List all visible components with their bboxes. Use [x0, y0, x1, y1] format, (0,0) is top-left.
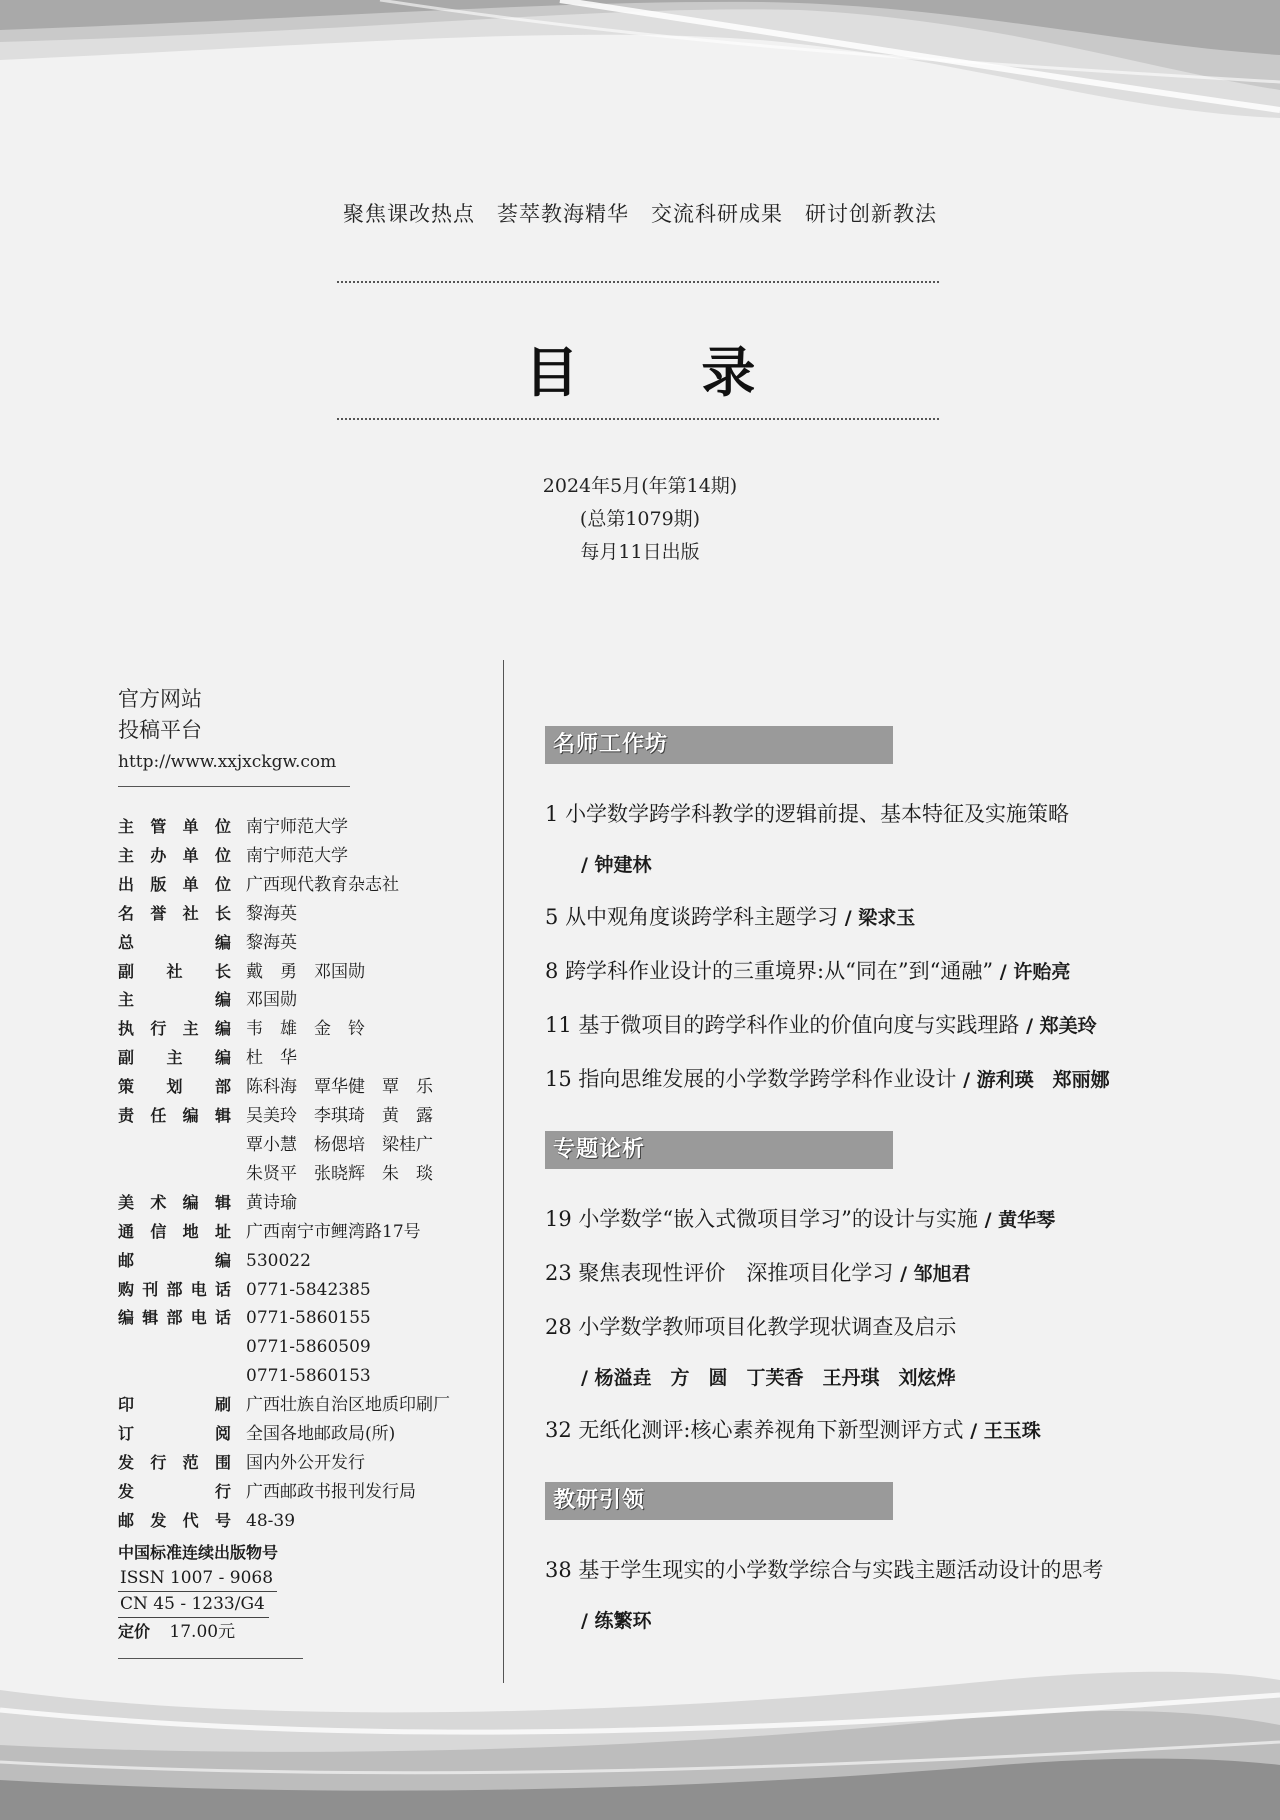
toc-page-number: 38 [545, 1558, 572, 1582]
masthead-row [118, 1131, 478, 1160]
masthead-row [118, 842, 478, 871]
cn-number: CN 45 - 1233/G4 [118, 1592, 269, 1618]
toc-article-title: 小学数学跨学科教学的逻辑前提、基本特征及实施策略 [565, 802, 1070, 826]
masthead-column [118, 684, 478, 1659]
toc-page-number: 1 [545, 802, 559, 826]
masthead-value: 广西南宁市鲤湾路17号 [246, 1221, 421, 1242]
masthead-row [118, 929, 478, 958]
toc-article-title: 基于微项目的跨学科作业的价值向度与实践理路 [578, 1013, 1020, 1037]
masthead-label [118, 1131, 231, 1160]
masthead-row [118, 1015, 478, 1044]
masthead-label: 通信地址 [118, 1221, 231, 1241]
section-header: 名师工作坊 [545, 726, 893, 764]
masthead-label: 总编 [118, 932, 231, 952]
toc-article-title: 聚焦表现性评价 深推项目化学习 [578, 1261, 894, 1285]
masthead-info [118, 813, 478, 1536]
masthead-label: 邮编 [118, 1250, 231, 1270]
masthead-label: 名誉社长 [118, 903, 231, 923]
masthead-label: 购刊部电话 [118, 1279, 231, 1299]
toc-entry[interactable] [545, 1257, 1245, 1287]
issue-date: 2024年5月(年第14期) [542, 475, 738, 497]
masthead-value: 0771-5860509 [246, 1337, 371, 1358]
masthead-row [118, 813, 478, 842]
price-label: 定价 [118, 1621, 151, 1641]
slogan-4: 研讨创新教法 [805, 202, 937, 226]
website-label: 官方网站 [118, 687, 202, 711]
masthead-value: 覃小慧 杨偲培 梁桂广 [246, 1134, 433, 1155]
masthead-row [118, 1276, 478, 1305]
masthead-label: 发行范围 [118, 1452, 231, 1472]
masthead-row [118, 1333, 478, 1362]
masthead-row [118, 1449, 478, 1478]
masthead-rule [118, 786, 350, 787]
toc-entry[interactable] [545, 901, 1245, 931]
masthead-row [118, 900, 478, 929]
submission-label: 投稿平台 [118, 718, 202, 742]
masthead-row [118, 1044, 478, 1073]
toc-page-number: 28 [545, 1315, 572, 1339]
masthead-value: 南宁师范大学 [246, 817, 348, 837]
toc-entry[interactable] [545, 1311, 1245, 1341]
toc-author: / 梁求玉 [844, 907, 916, 929]
masthead-value: 广西现代教育杂志社 [246, 874, 399, 895]
issue-total: (总第1079期) [579, 508, 701, 530]
toc-author-line: / 钟建林 [581, 854, 652, 876]
masthead-value: 吴美玲 李琪琦 黄 露 [246, 1106, 433, 1127]
masthead-label [118, 1160, 231, 1189]
masthead-row [118, 1189, 478, 1218]
masthead-label: 副社长 [118, 961, 231, 981]
masthead-label: 订阅 [118, 1424, 231, 1444]
masthead-value: 全国各地邮政局(所) [246, 1424, 396, 1445]
masthead-row [118, 1160, 478, 1189]
website-url[interactable]: http://www.xxjxckgw.com [118, 752, 337, 772]
toc-author: / 许贻亮 [999, 961, 1071, 983]
slogan-1: 聚焦课改热点 [343, 202, 475, 226]
toc-page-number: 11 [545, 1013, 572, 1037]
masthead-row [118, 871, 478, 900]
toc-entry[interactable] [545, 955, 1245, 985]
masthead-value: 国内外公开发行 [246, 1452, 365, 1473]
masthead-row [118, 1247, 478, 1276]
page-title: 目 录 [524, 341, 808, 404]
toc-entry[interactable] [545, 1203, 1245, 1233]
masthead-label: 邮发代号 [118, 1510, 231, 1530]
toc-author: / 黄华琴 [984, 1209, 1056, 1231]
masthead-row [118, 958, 478, 987]
masthead-value: 530022 [246, 1250, 311, 1271]
masthead-label [118, 1362, 231, 1391]
toc-author: / 游利瑛 郑丽娜 [963, 1069, 1110, 1091]
slogan-3: 交流科研成果 [651, 202, 783, 226]
masthead-value: 0771-5842385 [246, 1279, 371, 1300]
masthead-value: 0771-5860155 [246, 1308, 371, 1329]
masthead-label: 美术编辑 [118, 1192, 231, 1212]
issue-schedule: 每月11日出版 [580, 541, 700, 563]
toc-article-title: 基于学生现实的小学数学综合与实践主题活动设计的思考 [578, 1558, 1104, 1582]
toc-article-title: 无纸化测评:核心素养视角下新型测评方式 [578, 1418, 964, 1442]
price-value: 17.00元 [169, 1621, 236, 1642]
table-of-contents [545, 726, 1245, 1633]
masthead-value: 黎海英 [246, 932, 297, 953]
masthead-row [118, 1073, 478, 1102]
masthead-bottom-rule [118, 1658, 303, 1659]
toc-author-line: / 练繁环 [581, 1610, 652, 1632]
masthead-label: 主编 [118, 990, 231, 1010]
toc-page-number: 8 [545, 959, 559, 983]
masthead-row [118, 1218, 478, 1247]
toc-entry[interactable] [545, 1414, 1245, 1444]
toc-author: / 邹旭君 [900, 1263, 971, 1285]
dotted-divider-top [337, 281, 939, 283]
masthead-value: 南宁师范大学 [246, 845, 348, 866]
masthead-value: 杜 华 [246, 1048, 297, 1069]
toc-article-title: 指向思维发展的小学数学跨学科作业设计 [578, 1067, 957, 1091]
toc-article-title: 从中观角度谈跨学科主题学习 [565, 905, 839, 929]
masthead-label: 出版单位 [118, 874, 231, 894]
masthead-label: 编辑部电话 [118, 1308, 231, 1328]
issn: ISSN 1007 - 9068 [118, 1566, 277, 1592]
masthead-row [118, 1391, 478, 1420]
masthead-value: 黄诗瑜 [246, 1192, 297, 1213]
masthead-row [118, 1102, 478, 1131]
masthead-value: 广西壮族自治区地质印刷厂 [246, 1395, 450, 1416]
masthead-row [118, 986, 478, 1015]
toc-article-title: 小学数学“嵌入式微项目学习”的设计与实施 [578, 1207, 978, 1231]
masthead-row [118, 1507, 478, 1536]
masthead-label: 主管单位 [118, 817, 231, 836]
masthead-value: 黎海英 [246, 903, 297, 924]
toc-article-title: 小学数学教师项目化教学现状调查及启示 [578, 1315, 957, 1339]
masthead-label: 主办单位 [118, 845, 231, 865]
masthead-row [118, 1362, 478, 1391]
masthead-value: 戴 勇 邓国勋 [246, 961, 365, 982]
toc-page-number: 19 [545, 1207, 572, 1231]
section-header: 专题论析 [545, 1131, 893, 1169]
price-row [118, 1618, 478, 1646]
masthead-row [118, 1420, 478, 1449]
masthead-label [118, 1333, 231, 1362]
masthead-value: 邓国勋 [246, 990, 297, 1011]
toc-entry[interactable] [545, 1009, 1245, 1039]
dotted-divider-bottom [337, 418, 939, 420]
masthead-value: 韦 雄 金 铃 [246, 1019, 365, 1040]
section-header: 教研引领 [545, 1482, 893, 1520]
masthead-value: 48-39 [246, 1510, 296, 1531]
masthead-label: 策划部 [118, 1077, 231, 1097]
masthead-row [118, 1304, 478, 1333]
masthead-value: 朱贤平 张晓辉 朱 琰 [246, 1163, 433, 1184]
toc-entry[interactable] [545, 1554, 1245, 1584]
top-wave-decoration [0, 0, 1280, 140]
masthead-value: 0771-5860153 [246, 1366, 371, 1387]
masthead-value: 广西邮政书报刊发行局 [246, 1481, 416, 1502]
masthead-row [118, 1478, 478, 1507]
masthead-value: 陈科海 覃华健 覃 乐 [246, 1077, 433, 1098]
toc-author: / 王玉珠 [970, 1420, 1041, 1442]
toc-entry[interactable] [545, 1063, 1245, 1093]
masthead-label: 印刷 [118, 1395, 231, 1415]
toc-page-number: 5 [545, 905, 559, 929]
toc-page-number: 23 [545, 1261, 572, 1285]
toc-page-number: 15 [545, 1067, 572, 1091]
slogan-2: 荟萃教海精华 [497, 202, 629, 226]
masthead-label: 执行主编 [118, 1019, 231, 1039]
toc-entry[interactable] [545, 798, 1245, 828]
masthead-label: 责任编辑 [118, 1106, 231, 1126]
masthead-label: 发行 [118, 1481, 231, 1501]
toc-page-number: 32 [545, 1418, 572, 1442]
slogan-line [0, 198, 1280, 228]
toc-article-title: 跨学科作业设计的三重境界:从“同在”到“通融” [565, 959, 994, 983]
column-divider [503, 660, 504, 1683]
serial-number-title: 中国标准连续出版物号 [118, 1542, 279, 1562]
masthead-label: 副主编 [118, 1048, 231, 1068]
toc-author: / 郑美玲 [1026, 1015, 1097, 1037]
issue-info [0, 470, 1280, 569]
toc-author-line: / 杨溢垚 方 圆 丁芙香 王丹琪 刘炫烨 [581, 1367, 956, 1389]
bottom-wave-decoration [0, 1650, 1280, 1820]
